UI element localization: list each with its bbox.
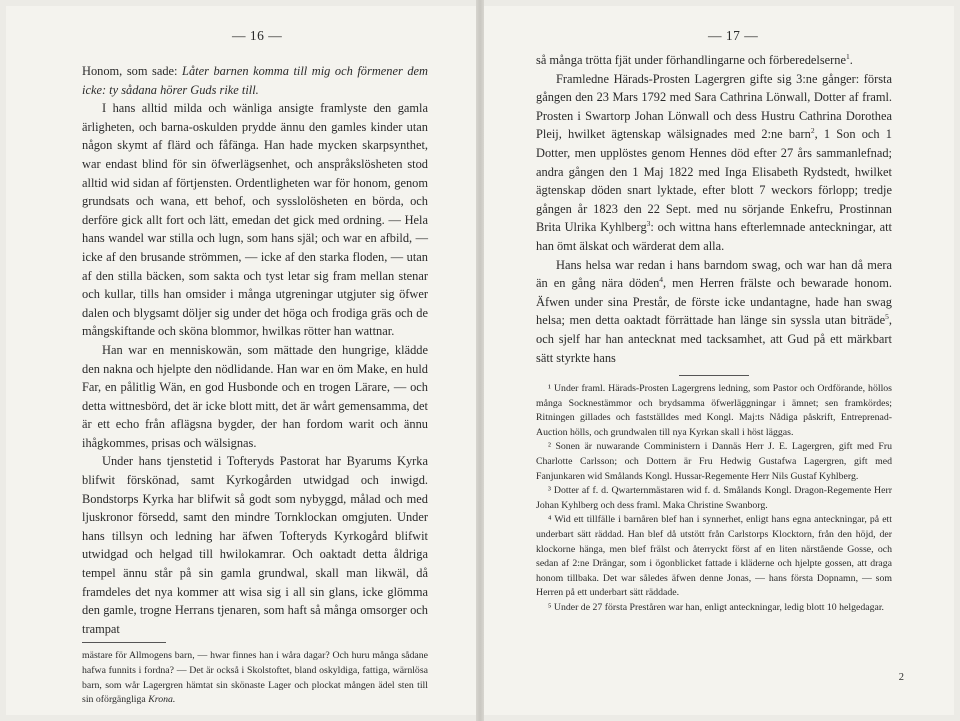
footnote-5: ⁵ Under de 27 första Preståren war han, enligt anteckningar, ledig blott 10 helgedagar. <box>548 602 885 613</box>
right-page-text <box>536 51 892 616</box>
bible-quote: Låter barnen komma till mig och förmener dem icke: ty sådana hörer Guds rike till. <box>82 64 428 97</box>
left-footnote: mästare för Allmogens barn, — hwar finnes han i wåra dagar? Och huru många sådane hafwa funnits i fordna? — Det är också i Skolstoftet, bland oskyldiga, fattiga, wärnlösa barn, som wår Lagergren hämtat sin skönaste Lager och plockat mången ädel sten till sin oförgängliga Krona. <box>82 650 428 706</box>
footnote-ref-4: 4 <box>659 275 664 284</box>
left-page <box>6 6 476 715</box>
footnote-ref-5: 5 <box>885 312 889 322</box>
right-paragraph-3: Hans helsa war redan i hans barndom swag, och war han då mera än en gång nära döden$^4$, men Herren frälste och bewarade honom. Äfwen under sina Prestår, de förste icke undantagne, hade han swag helsa; men detta oaktadt förrättade han länge sin syssla utan biträde$^5$, och sjelf har han antecknat med tacksamhet, att Gud på ett märkbart sätt styrkte hans <box>536 257 892 365</box>
footnote-rule-left <box>82 642 166 643</box>
footnote-4: ⁴ Wid ett tillfälle i barnåren blef han i synnerhet, enligt hans egna anteckningar, på ett underbart sätt räddad. Han blef då utstött från Carlstorps Klocktorn, från den höjd, der klockorne hänga, men blef frälst och återryckt först af en liten närstående Gosse, och sedan af 2:ne Drängar, som i ögonblicket fattade i kläderne och hjelpte gossen, att draga honom tillbaka. Det war således äfwen denne Jonas, — hans första Dopnamn, — som Herren på ett underbart sätt räddade. <box>536 514 892 599</box>
page-number-left: — 16 — <box>232 28 283 43</box>
left-page-text <box>82 62 428 708</box>
right-page <box>484 6 954 715</box>
book-gutter <box>476 0 484 721</box>
right-paragraph-2: Framledne Härads-Prosten Lagergren gifte sig 3:ne gånger: första gången den 23 Mars 1792 med Sara Cathrina Lönwall, Dotter af framl. Prosten i Swartorp Johan Lönwall och dess Hustru Cathrina Dorothea Pleij, hwilket ägtenskap wälsignades med 2:ne barn$^2$, 1 Son och 1 Dotter, men upplöstes genom Hennes död efter 27 års sammanlefnad; andra gången den 1 Maj 1822 med Inga Elisabeth Rydstedt, hwilket ägtenskap döden snart lyktade, efter blott 7 weckors förlopp; tredje gången år 1823 den 22 Sept. med nu sörjande Enkefru, Prostinnan Brita Ulrika Kyhlberg$^3$: och wittna hans efterlemnade anteckningar, att han ömt älskat och wärderat dem alla. <box>536 71 892 253</box>
footnote-ref-1: 1 <box>845 51 850 61</box>
right-paragraph-1: så många trötta fjät under förhandlingarne och förberedelserne$^1$. <box>536 51 853 67</box>
footnote-2: ² Sonen är nuwarande Comministern i Dannäs Herr J. E. Lagergren, gift med Fru Charlotte Carlsson; och Dottern är Fru Hedwig Gustafwa Lagergren, gift med Fanjunkaren wid Smålands Kongl. Hussar-Regemente Herr Nils Gustaf Kyhlberg. <box>536 441 892 482</box>
left-paragraph-1: I hans alltid milda och wänliga ansigte framlyste den gamla ärligheten, och barna-oskulden prydde ännu den gamles kinder utan någon skymt af flärd och fåfänga. Han hade mycken skarpsynthet, war endast blind för sin öfwerlägsenhet, och anspråkslösheten stod alltid wid sidan af förtjensten. Ordentligheten war för honom, genom grundsats och wana, ett behof, och sysslolösheten en börda, och derföre gick allt fort och lätt, emedan det gick med ordning. — Hela hans wandel war stilla och lugn, som hans själ; och war en afbild, — icke af den brusande strömmen, — icke af den starka floden, — utan af den stilla bäcken, som sakta och tyst letar sig fram mellan stenar och kullar, tills han omsider i många utgreningar utgjuter sig öfwer dalen och blygsamt döljer sig under det höga och frodiga gräs och de mångskiftande och sköna blommor, hwilkas rötter han wattnar. <box>82 101 428 339</box>
footnote-1: ¹ Under framl. Härads-Prosten Lagergrens ledning, som Pastor och Ordförande, höllos många Socknestämmor och brydsamma öfwerläggningar i ämnet; sen framkördes; Ritningen gillades och fastställdes med Kongl. Maj:ts Nådiga påskrift, Entreprenad-Auction hölls, och grundwalen till nya Kyrkan skall i höst läggas. <box>536 383 892 438</box>
left-paragraph-3: Under hans tjenstetid i Tofteryds Pastorat har Byarums Kyrka blifwit förskönad, samt Kyrkogården utwidgad och inwigd. Bondstorps Kyrka har blifwit så godt som nybyggd, målad och med ljuskronor försedd, samt den mindre Tornklockan omgjuten. Under hans tillsyn och ledning har äfwen Tofteryds Kyrkogård blifwit utwidgad och helgad till hwilokamrar. Och oaktadt detta åldriga tempel ännu står på sin gamla grundwal, skall man likwäl, då framdeles det nya kommer att wisa sig i all sin glans, icke glömma den gamle, trogne Herrans tjenaren, som haft så många omsorger och trampat <box>82 454 428 636</box>
right-footnotes <box>536 382 892 616</box>
left-lead-paragraph: Honom, som sade: Låter barnen komma till mig och förmener dem icke: ty sådana hörer Guds rike till. <box>82 64 428 97</box>
signature-mark: 2 <box>898 672 904 683</box>
footnote-ref-3: 3 <box>646 219 651 229</box>
page-number-right: — 17 — <box>708 28 759 43</box>
footnote-ref-2: 2 <box>810 126 815 136</box>
left-paragraph-2: Han war en menniskowän, som mättade den hungrige, klädde den nakna och hjelpte den nödlidande. Han war en öm Make, en huld Far, en pålitlig Wän, en god Husbonde och en trogen Lärare, — och detta wittnesbörd, det är icke blott mitt, det är wårt gemensamma, det är ett echo från aflägsna bygder, der han fordom warit och ännu ihågkommes, prisas och wälsignas. <box>82 342 428 450</box>
footnote-rule-right <box>679 375 749 376</box>
footnote-3: ³ Dotter af f. d. Qwarternmästaren wid f. d. Smålands Kongl. Dragon-Regemente Herr Johan Kyhlberg och dess framl. Maka Christine Swanborg. <box>536 485 892 511</box>
